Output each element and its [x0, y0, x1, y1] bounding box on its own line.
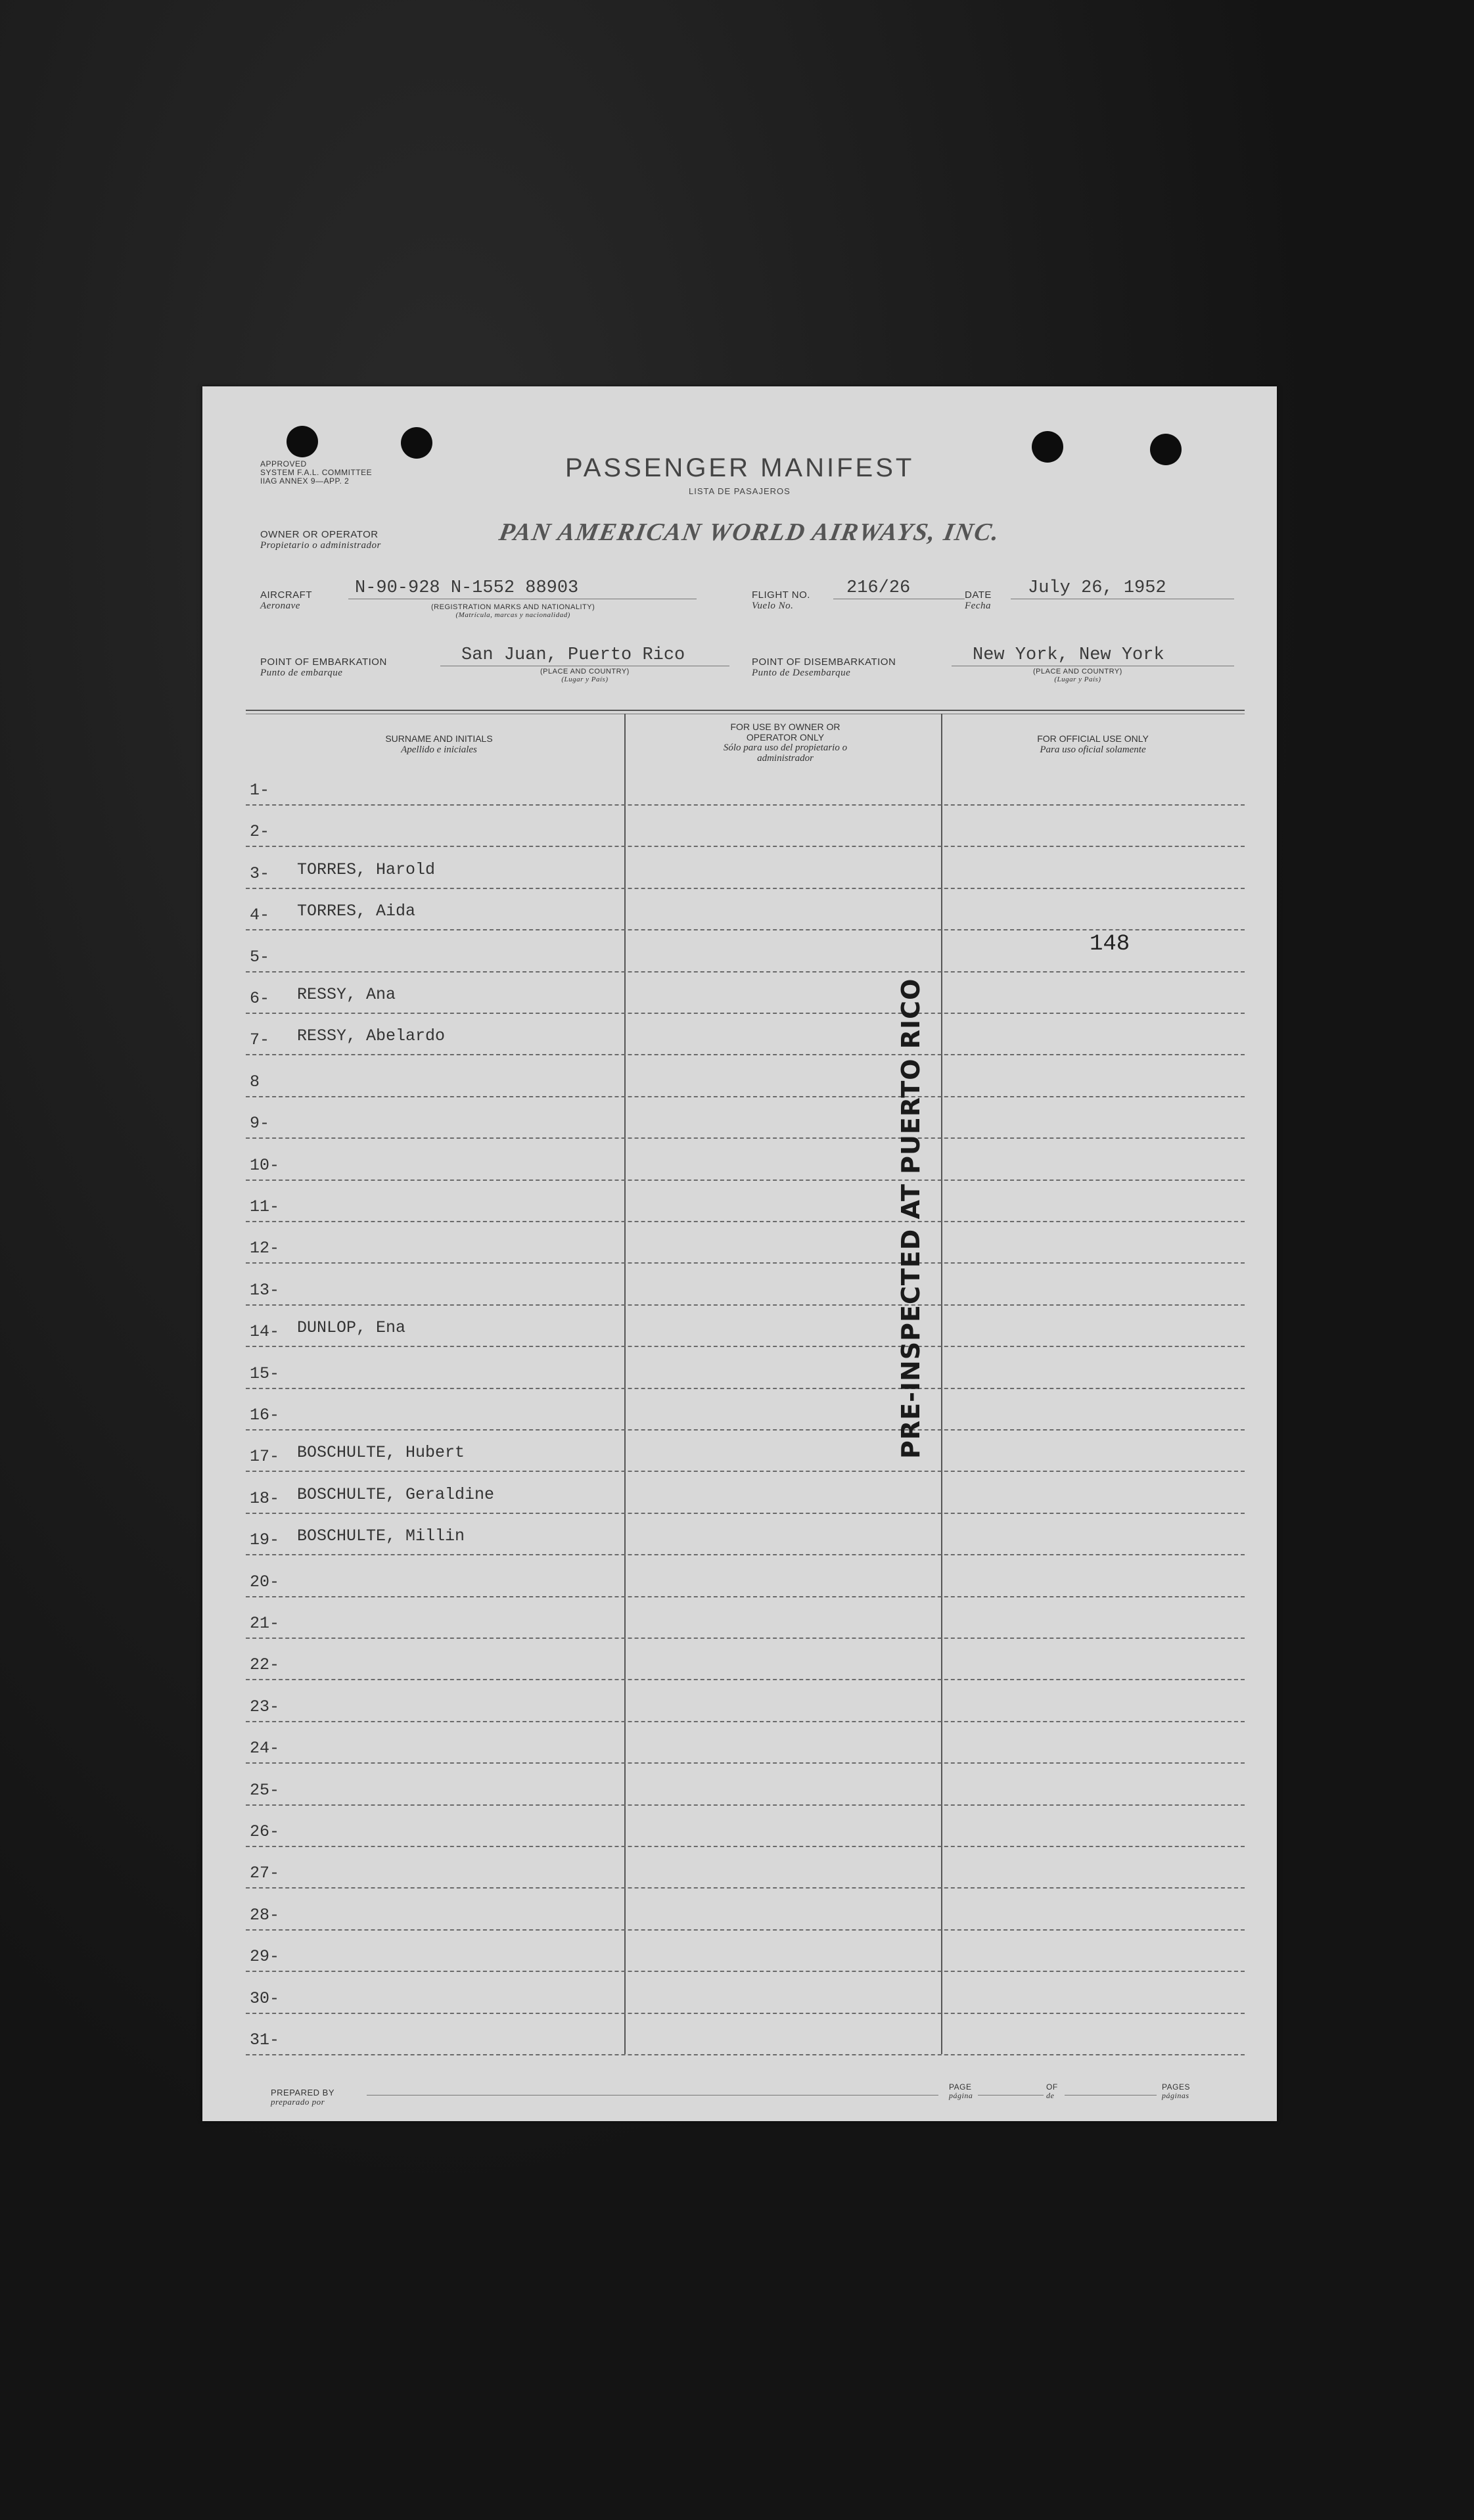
- aircraft-caption-es: (Matrícula, marcas y nacionalidad): [455, 611, 570, 619]
- passenger-name: TORRES, Harold: [297, 859, 436, 879]
- table-top-rule: [246, 710, 1245, 711]
- aircraft-value: N-90-928 N-1552 88903: [355, 578, 579, 598]
- row-number: 8: [250, 1072, 260, 1091]
- row-rule: [246, 929, 1245, 930]
- row-rule: [246, 1554, 1245, 1555]
- official-count: 148: [1090, 932, 1130, 957]
- row-rule: [246, 1721, 1245, 1722]
- row-rule: [246, 1180, 1245, 1181]
- row-rule: [246, 1221, 1245, 1222]
- aircraft-caption-en: (REGISTRATION MARKS AND NATIONALITY): [431, 603, 595, 611]
- row-rule: [246, 1429, 1245, 1431]
- flight-label-en: FLIGHT NO.: [752, 589, 810, 601]
- flight-label-es: Vuelo No.: [752, 601, 794, 611]
- column-header-official-en: FOR OFFICIAL USE ONLY: [1037, 733, 1149, 744]
- pages-label: [1162, 2083, 1190, 2100]
- of-label: [1046, 2083, 1058, 2100]
- passenger-name: RESSY, Abelardo: [297, 1026, 446, 1046]
- column-divider: [941, 714, 942, 2054]
- embark-label-es: Punto de embarque: [260, 668, 343, 678]
- approval-line: IIAG ANNEX 9—APP. 2: [260, 476, 350, 486]
- row-rule: [246, 888, 1245, 889]
- column-header-owner-use-es: Sólo para uso del propietario o administrador: [723, 743, 848, 764]
- row-number: 6-: [250, 989, 270, 1008]
- embark-caption-es: (Lugar y País): [561, 676, 609, 683]
- row-number: 28-: [250, 1905, 280, 1925]
- page-label: [949, 2083, 973, 2100]
- row-number: 14-: [250, 1322, 280, 1342]
- row-number: 10-: [250, 1155, 280, 1175]
- approval-line: SYSTEM F.A.L. COMMITTEE: [260, 468, 373, 477]
- row-number: 13-: [250, 1280, 280, 1300]
- embark-caption-en: (PLACE AND COUNTRY): [540, 668, 630, 676]
- row-number: 15-: [250, 1363, 280, 1383]
- passenger-name: RESSY, Ana: [297, 985, 396, 1004]
- row-rule: [246, 1929, 1245, 1931]
- embark-value: San Juan, Puerto Rico: [461, 645, 685, 665]
- punch-hole: [287, 426, 318, 457]
- page-label-en: PAGE: [949, 2082, 972, 2092]
- punch-hole: [401, 427, 432, 459]
- passenger-name: DUNLOP, Ena: [297, 1318, 406, 1338]
- disembark-label: [752, 657, 896, 678]
- disembark-label-en: POINT OF DISEMBARKATION: [752, 656, 896, 668]
- approval-block: [260, 460, 372, 486]
- pages-label-en: PAGES: [1162, 2082, 1190, 2092]
- column-divider: [624, 714, 626, 2054]
- disembark-caption-en: (PLACE AND COUNTRY): [1033, 668, 1122, 676]
- row-number: 16-: [250, 1406, 280, 1425]
- aircraft-label-es: Aeronave: [260, 601, 300, 611]
- prepared-by-line: [367, 2095, 938, 2096]
- row-number: 18-: [250, 1488, 280, 1508]
- row-number: 25-: [250, 1780, 280, 1800]
- row-rule: [246, 1971, 1245, 1972]
- embark-caption: [540, 668, 630, 683]
- passenger-name: BOSCHULTE, Millin: [297, 1526, 465, 1546]
- prepared-by-label: [271, 2088, 334, 2107]
- disembark-caption: [1033, 668, 1122, 683]
- row-rule: [246, 1513, 1245, 1514]
- owner-value: PAN AMERICAN WORLD AIRWAYS, INC.: [497, 518, 1003, 546]
- passenger-name: BOSCHULTE, Geraldine: [297, 1484, 495, 1504]
- row-rule: [246, 1346, 1245, 1347]
- row-number: 12-: [250, 1239, 280, 1258]
- column-header-owner-use-en: FOR USE BY OWNER OR OPERATOR ONLY: [730, 722, 841, 743]
- of-label-es: de: [1046, 2091, 1055, 2100]
- column-header-names: [262, 733, 616, 755]
- row-rule: [246, 1137, 1245, 1139]
- row-rule: [246, 1471, 1245, 1472]
- row-rule: [246, 1804, 1245, 1806]
- row-rule: [246, 1388, 1245, 1389]
- row-rule: [246, 1679, 1245, 1680]
- row-rule: [246, 1013, 1245, 1014]
- owner-label-es: Propietario o administrador: [260, 540, 381, 551]
- row-number: 24-: [250, 1739, 280, 1758]
- row-number: 29-: [250, 1947, 280, 1967]
- row-number: 17-: [250, 1447, 280, 1467]
- row-number: 9-: [250, 1114, 270, 1134]
- punch-hole: [1150, 434, 1182, 465]
- of-label-en: OF: [1046, 2082, 1058, 2092]
- page-line: [978, 2095, 1044, 2096]
- row-rule: [246, 846, 1245, 847]
- row-rule: [246, 1762, 1245, 1764]
- column-header-official: [952, 733, 1234, 755]
- disembark-value: New York, New York: [973, 645, 1164, 665]
- page-label-es: página: [949, 2091, 973, 2100]
- row-rule: [246, 2013, 1245, 2014]
- row-number: 5-: [250, 947, 270, 967]
- row-number: 2-: [250, 822, 270, 842]
- date-label: [965, 590, 992, 611]
- row-number: 31-: [250, 2030, 280, 2050]
- of-line: [1065, 2095, 1157, 2096]
- pre-inspection-stamp: PRE-INSPECTED AT PUERTO RICO: [896, 978, 925, 1459]
- column-header-names-en: SURNAME AND INITIALS: [385, 733, 493, 744]
- form-subtitle: LISTA DE PASAJEROS: [689, 486, 791, 496]
- pages-label-es: páginas: [1162, 2091, 1189, 2100]
- passenger-name: TORRES, Aida: [297, 902, 416, 921]
- column-header-official-es: Para uso oficial solamente: [1040, 745, 1146, 755]
- row-rule: [246, 1054, 1245, 1055]
- flight-value: 216/26: [846, 578, 911, 598]
- row-rule: [246, 1596, 1245, 1597]
- row-number: 20-: [250, 1572, 280, 1592]
- row-rule: [246, 1096, 1245, 1097]
- manifest-form: [202, 386, 1277, 2121]
- punch-hole: [1032, 431, 1063, 463]
- flight-label: [752, 590, 810, 611]
- row-number: 11-: [250, 1197, 280, 1216]
- embark-label: [260, 657, 387, 678]
- owner-label-en: OWNER OR OPERATOR: [260, 529, 379, 540]
- disembark-caption-es: (Lugar y País): [1054, 676, 1101, 683]
- disembark-label-es: Punto de Desembarque: [752, 668, 851, 678]
- row-rule: [246, 1304, 1245, 1306]
- row-rule: [246, 804, 1245, 806]
- prepared-by-en: PREPARED BY: [271, 2088, 335, 2097]
- row-number: 22-: [250, 1655, 280, 1675]
- column-header-names-es: Apellido e iniciales: [401, 745, 477, 755]
- row-number: 26-: [250, 1822, 280, 1841]
- date-value: July 26, 1952: [1028, 578, 1166, 598]
- owner-label: [260, 530, 381, 551]
- row-rule: [246, 2054, 1245, 2055]
- row-number: 21-: [250, 1614, 280, 1633]
- row-rule: [246, 971, 1245, 973]
- row-rule: [246, 1638, 1245, 1639]
- column-header-owner-use: [651, 722, 920, 764]
- form-title: PASSENGER MANIFEST: [565, 453, 915, 482]
- row-number: 27-: [250, 1864, 280, 1883]
- row-rule: [246, 1846, 1245, 1847]
- row-number: 23-: [250, 1697, 280, 1716]
- aircraft-label: [260, 590, 312, 611]
- row-rule: [246, 1887, 1245, 1889]
- date-label-en: DATE: [965, 589, 992, 601]
- embark-label-en: POINT OF EMBARKATION: [260, 656, 387, 668]
- row-number: 30-: [250, 1988, 280, 2008]
- date-label-es: Fecha: [965, 601, 991, 611]
- row-number: 3-: [250, 863, 270, 883]
- row-rule: [246, 1262, 1245, 1264]
- row-number: 4-: [250, 905, 270, 925]
- aircraft-label-en: AIRCRAFT: [260, 589, 312, 601]
- row-number: 7-: [250, 1030, 270, 1050]
- prepared-by-es: preparado por: [271, 2097, 325, 2107]
- aircraft-caption: [431, 603, 595, 619]
- row-number: 1-: [250, 781, 270, 800]
- approval-line: APPROVED: [260, 459, 307, 469]
- row-number: 19-: [250, 1530, 280, 1550]
- passenger-name: BOSCHULTE, Hubert: [297, 1443, 465, 1463]
